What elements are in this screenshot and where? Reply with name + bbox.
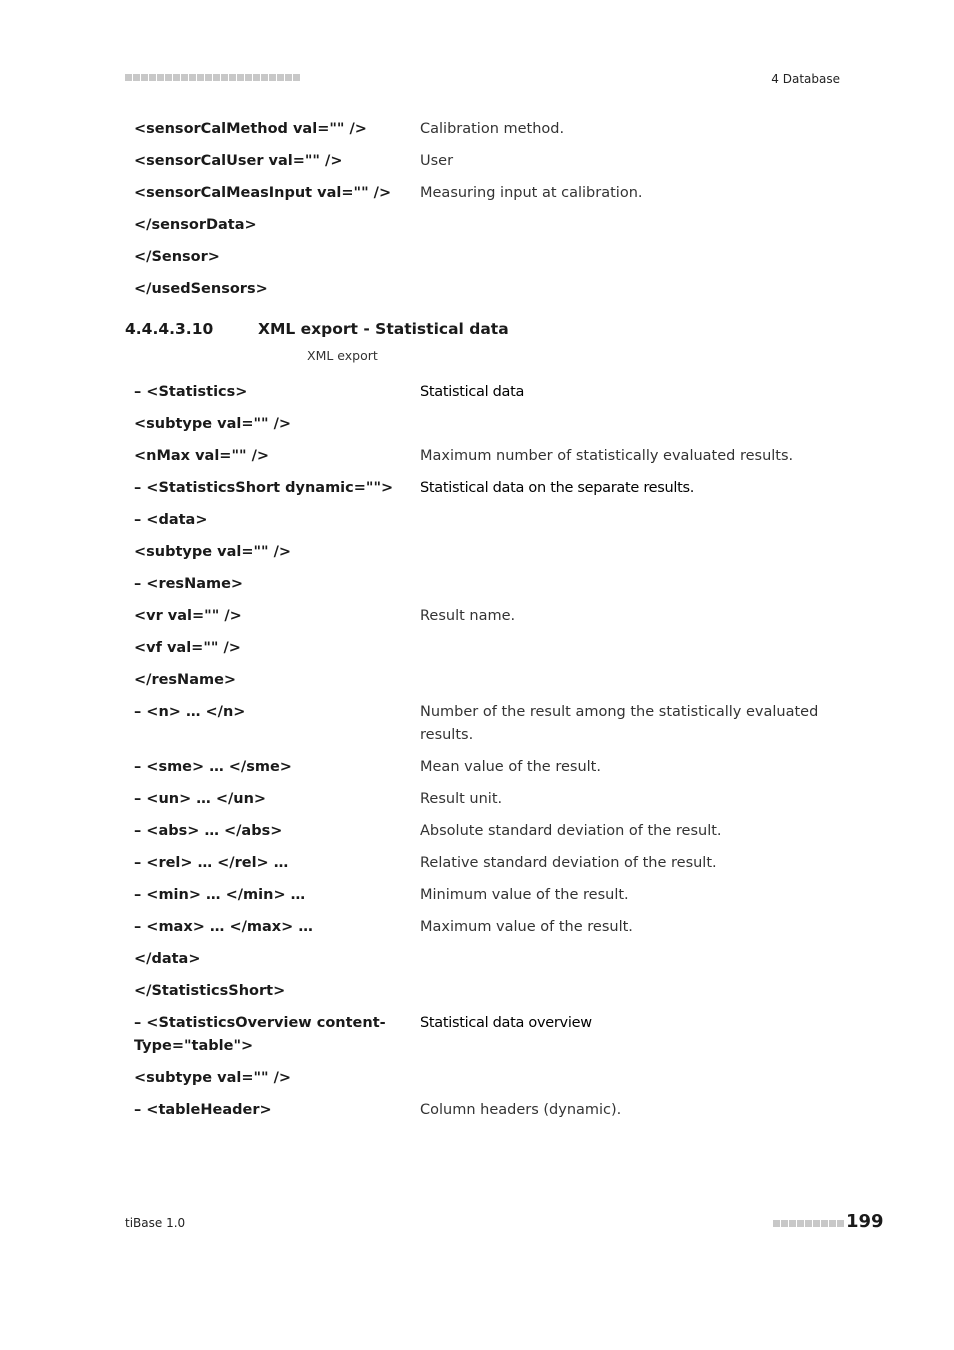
section-subtitle: XML export [307,348,378,363]
xml-tag: – <tableHeader> [134,1102,272,1118]
tag-description: Maximum number of statistically evaluated results. [420,448,794,464]
xml-tag: </data> [134,951,201,967]
xml-tag: <sensorCalMeasInput val="" /> [134,185,392,201]
footer-product: tiBase 1.0 [125,1216,186,1230]
xml-tag: <nMax val="" /> [134,448,270,464]
xml-tag: <vr val="" /> [134,608,242,624]
xml-tag: – <StatisticsShort dynamic=""> [134,480,394,496]
xml-tag: – <n> … </n> [134,704,246,720]
xml-tag: </resName> [134,672,237,688]
section-title: XML export - Statistical data [258,320,509,338]
xml-tag: – <data> [134,512,208,528]
tag-description: Statistical data on the separate results. [420,480,695,496]
xml-tag: <sensorCalMethod val="" /> [134,121,367,137]
xml-tag: – <sme> … </sme> [134,759,292,775]
tag-description: Result name. [420,608,516,624]
tag-description: Calibration method. [420,121,565,137]
xml-tag: </usedSensors> [134,281,268,297]
tag-description: Minimum value of the result. [420,887,629,903]
page-number: 199 [846,1211,884,1232]
header-chapter: 4 Database [771,72,840,86]
xml-tag: – <un> … </un> [134,791,267,807]
section-number: 4.4.4.3.10 [125,320,214,338]
xml-tag: – <Statistics> [134,384,248,400]
tag-description: Absolute standard deviation of the result. [420,823,722,839]
tag-description: Measuring input at calibration. [420,185,643,201]
xml-tag: </sensorData> [134,217,257,233]
xml-tag: <sensorCalUser val="" /> [134,153,343,169]
tag-description: Statistical data overview [420,1015,592,1031]
xml-tag: – <resName> [134,576,244,592]
tag-description: User [420,153,454,169]
xml-tag: – <StatisticsOverview content-Type="table"> [134,1015,386,1054]
xml-tag: <subtype val="" /> [134,1070,292,1086]
tag-description: Relative standard deviation of the result. [420,855,717,871]
xml-tag: – <abs> … </abs> [134,823,283,839]
tag-description: Result unit. [420,791,503,807]
xml-tag: – <rel> … </rel> … [134,855,289,871]
xml-tag: <subtype val="" /> [134,544,292,560]
xml-tag: <vf val="" /> [134,640,241,656]
tag-description: Statistical data [420,384,525,400]
tag-description: Maximum value of the result. [420,919,633,935]
header-dots-decoration [125,74,300,81]
tag-description: Number of the result among the statistically evaluated results. [420,704,819,743]
tag-description: Column headers (dynamic). [420,1102,622,1118]
xml-tag: </StatisticsShort> [134,983,286,999]
tag-description: Mean value of the result. [420,759,601,775]
footer-dots-decoration [773,1220,844,1227]
xml-tag: – <max> … </max> … [134,919,313,935]
xml-tag: <subtype val="" /> [134,416,292,432]
xml-tag: – <min> … </min> … [134,887,306,903]
xml-tag: </Sensor> [134,249,220,265]
